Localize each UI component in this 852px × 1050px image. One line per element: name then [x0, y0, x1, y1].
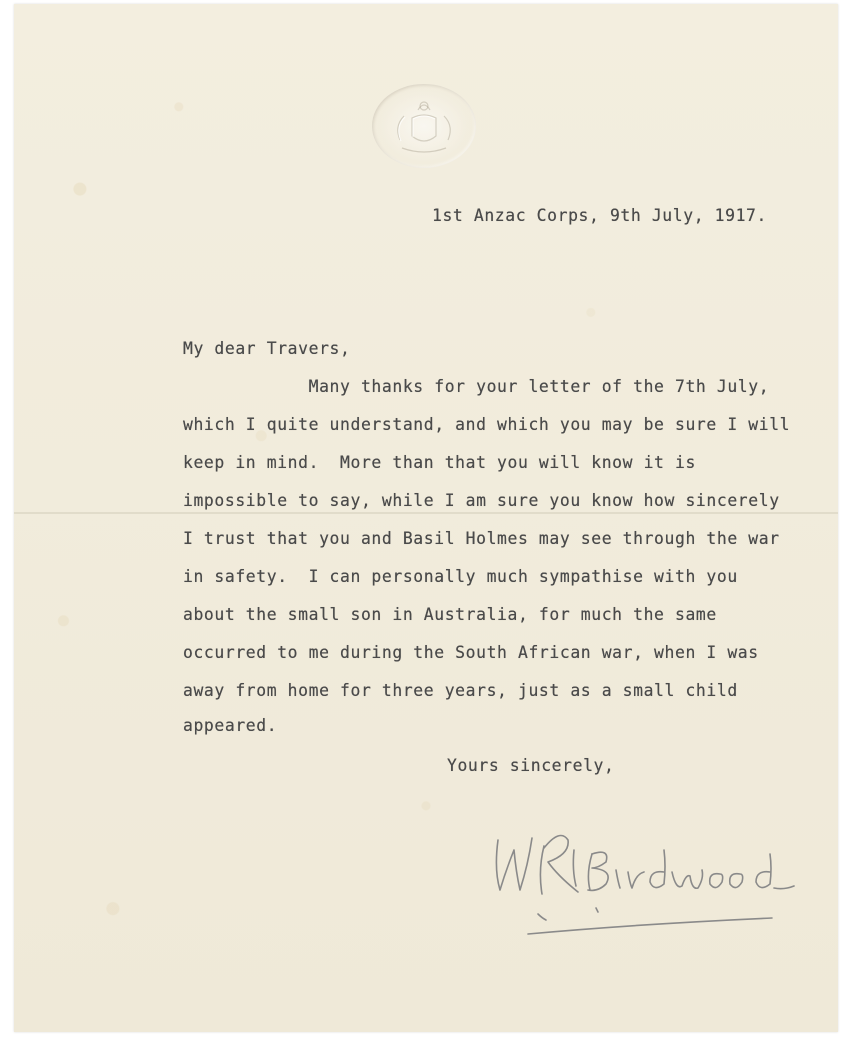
- salutation: My dear Travers,: [183, 339, 351, 358]
- letter-heading: 1st Anzac Corps, 9th July, 1917.: [432, 206, 767, 225]
- body-line: in safety. I can personally much sympathise with you: [183, 567, 738, 586]
- embossed-crest-seal: [372, 84, 476, 168]
- body-line: keep in mind. More than that you will know it is: [183, 453, 696, 472]
- body-line: appeared.: [183, 716, 278, 735]
- body-line: I trust that you and Basil Holmes may see through the war: [183, 529, 780, 548]
- body-line: impossible to say, while I am sure you know how sincerely: [183, 491, 780, 510]
- handwritten-signature: [488, 810, 808, 944]
- closing: Yours sincerely,: [447, 756, 615, 775]
- body-line: away from home for three years, just as a small child: [183, 681, 738, 700]
- body-line: which I quite understand, and which you may be sure I will: [183, 415, 791, 434]
- fold-line: [14, 512, 838, 514]
- body-line: about the small son in Australia, for much the same: [183, 605, 717, 624]
- body-line: occurred to me during the South African war, when I was: [183, 643, 759, 662]
- body-line: Many thanks for your letter of the 7th July,: [183, 377, 770, 396]
